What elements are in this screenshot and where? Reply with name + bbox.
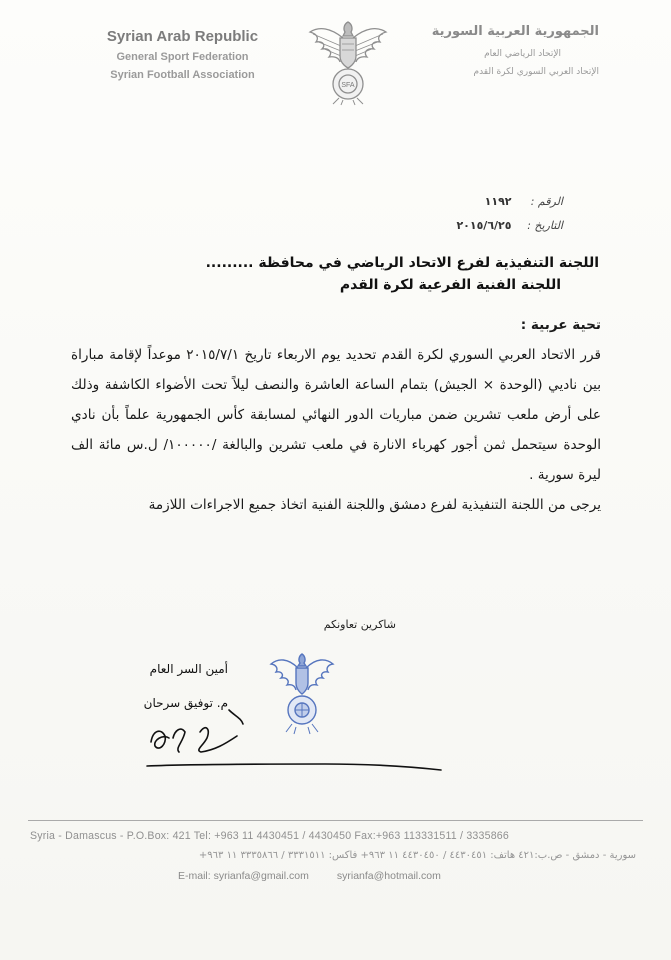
header-country-ar: الجمهورية العربية السورية: [431, 24, 599, 39]
eagle-emblem-icon: [307, 14, 389, 106]
header-federation-ar: الإتحاد الرياضي العام: [484, 49, 561, 59]
signer-name: م. توفيق سرحان: [143, 696, 228, 710]
signer-title: أمين السر العام: [149, 662, 228, 676]
recipient-line-2: اللجنة الفنية الفرعية لكرة القدم: [339, 277, 561, 293]
reference-block: [456, 190, 563, 238]
footer-emails: [178, 870, 441, 882]
emblem-caption: SFA: [341, 82, 355, 89]
header-association-ar: الإتحاد العربي السوري لكرة القدم: [473, 67, 599, 77]
greeting: تحية عربية :: [520, 317, 601, 333]
closing-thanks: شاكرين تعاونكم: [323, 618, 396, 631]
reference-number-label: الرقم :: [530, 195, 563, 208]
header-federation-en: General Sport Federation: [116, 51, 249, 63]
footer-address-ar: سورية - دمشق - ص.ب:٤٢١ هاتف: ٤٤٣٠٤٥١ / ٤٤٣٠٤٥٠ ١١ ٩٦٣+ فاكس: ٣٣٣١٥١١ / ٣٣٣٥٨٦٦ ١١ ٩٦٣+: [198, 850, 636, 861]
letter-recipients: [79, 252, 599, 296]
footer-email-gmail[interactable]: E-mail: syrianfa@gmail.com: [178, 870, 309, 882]
reference-date-row: [456, 214, 563, 238]
body-paragraph-2: يرجى من اللجنة التنفيذية لفرع دمشق واللجنة الفنية اتخاذ جميع الاجراءات اللازمة: [148, 497, 601, 513]
reference-number-row: [456, 190, 563, 214]
reference-date-label: التاريخ :: [527, 219, 563, 232]
header-country-en: Syrian Arab Republic: [106, 28, 259, 45]
reference-date-value: ٢٠١٥/٦/٢٥: [456, 219, 512, 232]
header-association-en: Syrian Football Association: [110, 69, 255, 81]
letter-body: [71, 310, 601, 520]
body-paragraph-1: قرر الاتحاد العربي السوري لكرة القدم تحديد يوم الاربعاء تاريخ ٢٠١٥/٧/١ موعداً لإقامة مباراة بين ناديي (الوحدة × الجيش) بتمام الساعة العاشرة والنصف ليلاً تحت الأضواء الكاشفة وذلك على أرض ملعب تشرين ضمن مباريات الدور النهائي لمسابقة كأس الجمهورية علماً بأن نادي الوحدة سيتحمل ثمن أجور كهرباء الانارة في ملعب تشرين والبالغة /١٠٠٠٠٠/ ل.س مائة الف ليرة سورية .: [71, 347, 601, 483]
footer-divider: [28, 820, 643, 821]
reference-number-value: ١١٩٢: [484, 195, 512, 208]
header-arabic: [399, 24, 599, 77]
header-english: [70, 28, 295, 81]
footer-address-en: Syria - Damascus - P.O.Box: 421 Tel: +963 11 4430451 / 4430450 Fax:+963 113331511 / 3335866: [30, 830, 509, 842]
handwritten-signature: [145, 708, 445, 783]
recipient-line-1: اللجنة التنفيذية لفرع الاتحاد الرياضي في محافظة .........: [205, 255, 599, 271]
footer-email-hotmail[interactable]: syrianfa@hotmail.com: [336, 870, 441, 882]
